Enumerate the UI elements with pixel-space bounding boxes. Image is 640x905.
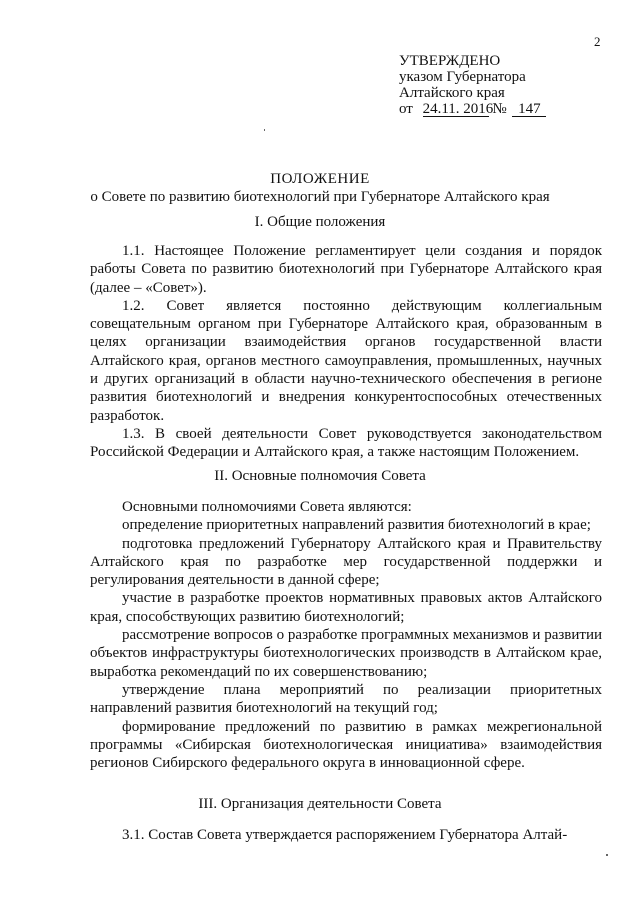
approval-decree: указом Губернатора [399,69,526,85]
paragraph-1-2: 1.2. Совет является постоянно действующим коллегиальным совещательным органом при Губернаторе Алтайского края, образованным в целях организации взаимодействия органов государственной власти Алтайского края, органов местного самоуправления, промышленных, научных и других организаций в области научно-технического обеспечения в регионе развития биотехнологий и внедрения конкурентоспособных отечественных разработок. [90,297,602,424]
document-title [0,170,640,206]
approval-date-prefix: от [399,101,413,117]
section-3-heading: III. Организация деятельности Совета [198,796,442,812]
paragraph-1-3: 1.3. В своей деятельности Совет руководствуется законодательством Российской Федерации и Алтайского края, а также настоящим Положением. [90,425,602,461]
section-2-heading: II. Основные полномочия Совета [214,468,426,484]
scan-speck [606,854,608,856]
power-item: определение приоритетных направлений развития биотехнологий в крае; [122,517,591,534]
section-3-body [90,826,602,844]
power-item: утверждение плана мероприятий по реализации приоритетных направлений развития биотехнологий на текущий год; [90,681,602,717]
approval-number-prefix: № [492,101,507,117]
paragraph-1-1: 1.1. Настоящее Положение регламентирует цели создания и порядок работы Совета по развитию биотехнологий при Губернаторе Алтайского края (далее – «Совет»). [90,243,602,296]
section-2-body [90,498,602,772]
section-1-heading: I. Общие положения [254,214,386,230]
approval-title: УТВЕРЖДЕНО [399,53,501,69]
approval-number: 147 [512,102,546,117]
power-item: рассмотрение вопросов о разработке программных механизмов и развитии объектов инфраструктуры биотехнологических производств в Алтайском крае, выработка рекомендаций по их совершенствованию; [90,627,602,680]
page-number: 2 [594,34,601,49]
approval-date: 24.11. 2016 [422,101,494,117]
title-heading: ПОЛОЖЕНИЕ [270,171,370,187]
power-item: подготовка предложений Губернатору Алтайского края и Правительству Алтайского края по разработке мер государственной поддержки и регулирования деятельности в данной сфере; [90,535,602,589]
power-item: формирование предложений по развитию в рамках межрегиональной программы «Сибирская биотехнологическая инициатива» взаимодействия регионов Сибирского федерального округа в инновационной сфере. [90,718,602,772]
power-item: участие в разработке проектов нормативных правовых актов Алтайского края, способствующих развитию биотехнологий; [90,590,602,625]
scan-speck [264,129,265,131]
section-1-body [90,242,602,462]
approval-date-line [399,101,546,117]
paragraph-3-1: 3.1. Состав Совета утверждается распоряжением Губернатора Алтай- [122,827,568,843]
approval-region: Алтайского края [399,85,505,101]
powers-intro: Основными полномочиями Совета являются: [122,499,412,515]
approval-stamp [399,53,546,117]
title-subheading: о Совете по развитию биотехнологий при Губернаторе Алтайского края [90,189,550,205]
